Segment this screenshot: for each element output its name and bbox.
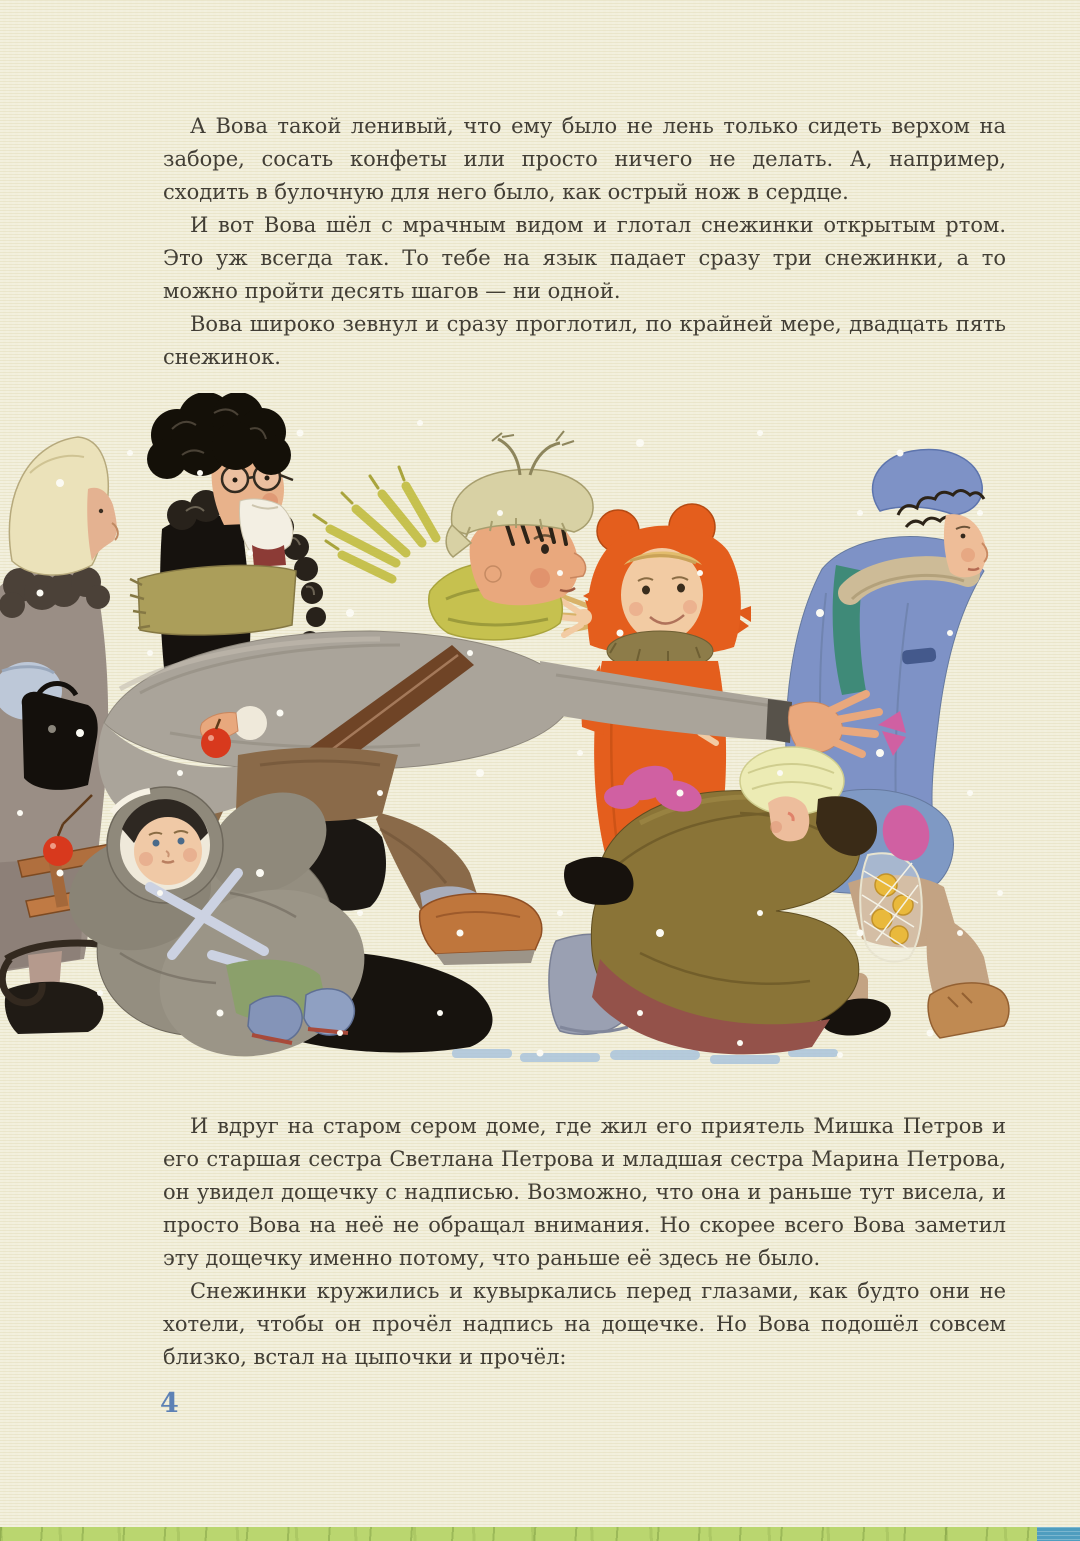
fur-hat: [147, 393, 291, 479]
toddler-face: [107, 787, 223, 903]
text-block-top: [163, 110, 1006, 374]
page-number: 4: [160, 1388, 179, 1419]
net-bag: [860, 853, 922, 961]
binding-corner-blue: [1037, 1527, 1080, 1541]
paragraph: И вдруг на старом сером доме, где жил его приятель Мишка Петров и его старшая сестра Светлана Петрова и младшая сестра Марина Петрова, он увидел дощечку с надписью. Возможно, что она и раньше тут висела, и просто Вова на неё не обращал внимания. Но скорее всего Вова заметил эту дощечку именно потому, что раньше её здесь не было.: [163, 1114, 1006, 1270]
binding-strip-green: [0, 1527, 1080, 1541]
paragraph: Снежинки кружились и кувыркались перед глазами, как будто они не хотели, чтобы он прочёл надпись на дощечке. Но Вова подошёл совсем близко, встал на цыпочки и прочёл:: [163, 1279, 1006, 1369]
paragraph: И вот Вова шёл с мрачным видом и глотал снежинки открытым ртом. Это уж всегда так. То тебе на язык падает сразу три снежинки, а то можно пройти десять шагов — ни одной.: [163, 213, 1006, 303]
winter-street-illustration: [0, 393, 1010, 1085]
paragraph: Вова широко зевнул и сразу проглотил, по крайней мере, двадцать пять снежинок.: [163, 312, 1006, 369]
text-block-bottom: [163, 1110, 1006, 1374]
paragraph: А Вова такой ленивый, что ему было не лень только сидеть верхом на заборе, сосать конфеты или просто ничего не делать. А, например, сходить в булочную для него было, как острый нож в сердце.: [163, 114, 1006, 204]
